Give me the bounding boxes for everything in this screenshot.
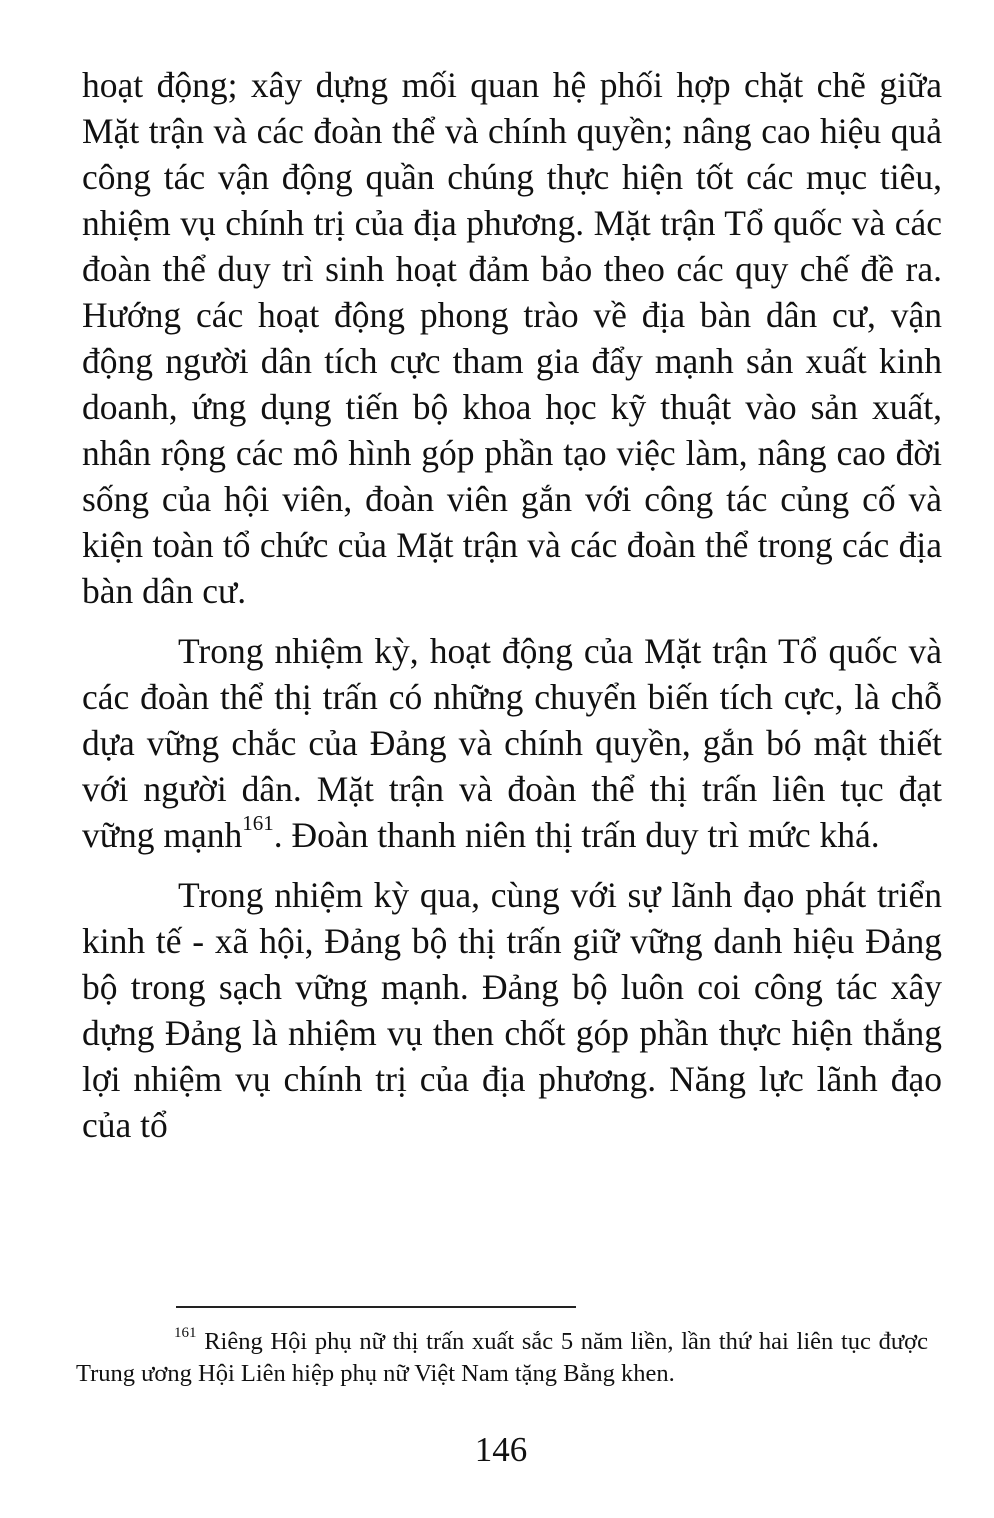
paragraph-1: hoạt động; xây dựng mối quan hệ phối hợp chặt chẽ giữa Mặt trận và các đoàn thể và chính quyền; nâng cao hiệu quả công tác vận động quần chúng thực hiện tốt các mục tiêu, nhiệm vụ chính trị của địa phương. Mặt trận Tổ quốc và các đoàn thể duy trì sinh hoạt đảm bảo theo các quy chế đề ra. Hướng các hoạt động phong trào về địa bàn dân cư, vận động người dân tích cực tham gia đẩy mạnh sản xuất kinh doanh, ứng dụng tiến bộ khoa học kỹ thuật vào sản xuất, nhân rộng các mô hình góp phần tạo việc làm, nâng cao đời sống của hội viên, đoàn viên gắn với công tác củng cố và kiện toàn tổ chức của Mặt trận và các đoàn thể trong các địa bàn dân cư. — [82, 65, 942, 611]
paragraph-3: Trong nhiệm kỳ qua, cùng với sự lãnh đạo phát triển kinh tế - xã hội, Đảng bộ thị trấn giữ vững danh hiệu Đảng bộ trong sạch vững mạnh. Đảng bộ luôn coi công tác xây dựng Đảng là nhiệm vụ then chốt góp phần thực hiện thắng lợi nhiệm vụ chính trị của địa phương. Năng lực lãnh đạo của tổ — [82, 875, 942, 1145]
footnote-divider — [176, 1306, 576, 1308]
footnote-text: Riêng Hội phụ nữ thị trấn xuất sắc 5 năm liền, lần thứ hai liên tục được Trung ương Hội Liên hiệp phụ nữ Việt Nam tặng Bằng khen. — [76, 1328, 928, 1387]
page-body — [82, 62, 942, 1148]
footnote — [76, 1326, 928, 1390]
paragraph-2-text-before: Trong nhiệm kỳ, hoạt động của Mặt trận Tổ quốc và các đoàn thể thị trấn có những chuyển biến tích cực, là chỗ dựa vững chắc của Đảng và chính quyền, gắn bó mật thiết với người dân. Mặt trận và đoàn thể thị trấn liên tục đạt vững mạnh — [82, 631, 942, 855]
footnote-number: 161 — [174, 1324, 197, 1341]
paragraph-2 — [82, 628, 942, 858]
page-number: 146 — [474, 1430, 528, 1469]
paragraph-2-text-after: . Đoàn thanh niên thị trấn duy trì mức khá. — [273, 815, 880, 855]
footnote-reference[interactable]: 161 — [242, 811, 274, 836]
